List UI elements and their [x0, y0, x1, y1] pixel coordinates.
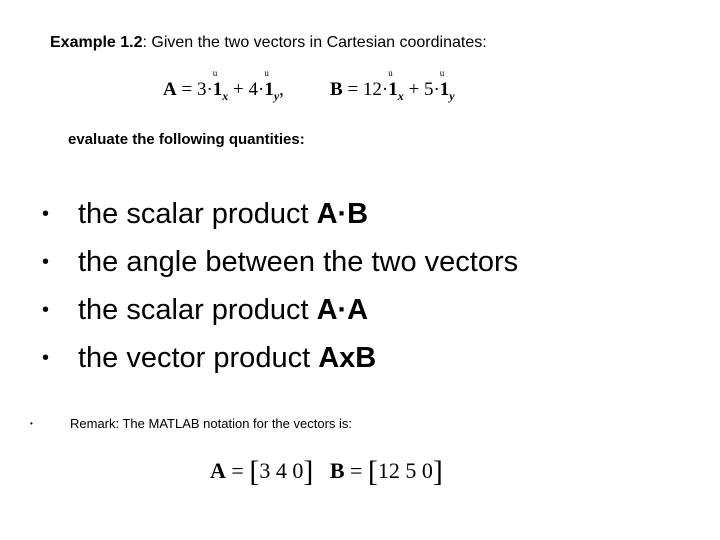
item-text: the scalar product [78, 294, 317, 326]
subscript: y [449, 89, 455, 103]
bullet-icon: • [30, 419, 33, 428]
remark-text: Remark: The MATLAB notation for the vectors is: [70, 416, 353, 431]
multiply-dot: · [381, 79, 389, 100]
multiply-dot: · [206, 79, 213, 100]
item-text: the vector product [78, 342, 319, 374]
hat-mark: u [212, 68, 218, 78]
example-title [50, 34, 487, 52]
multiply-dot: · [258, 79, 265, 100]
close-bracket: ] [303, 455, 314, 488]
vector-b-equation [330, 68, 455, 103]
vector-a-symbol: A [163, 79, 177, 100]
vector-b-symbol: B [330, 79, 343, 100]
unit-vector-y [264, 68, 274, 100]
example-text: : Given the two vectors in Cartesian coordinates: [142, 34, 487, 51]
matlab-b-values: 12 5 0 [377, 458, 433, 483]
unit-vector-x [388, 68, 398, 100]
unit-vector-y [439, 68, 450, 100]
equals-sign: = [225, 458, 250, 483]
hat-mark: u [388, 68, 393, 78]
plus-sign: + [403, 79, 424, 100]
bullet-icon: • [42, 299, 50, 321]
matlab-vectors [210, 455, 443, 489]
unit-one: 1 [439, 79, 450, 100]
bullet-icon: • [42, 203, 50, 225]
list-item-text [78, 334, 376, 382]
coefficient: 5 [423, 79, 434, 100]
coefficient: 4 [248, 79, 258, 100]
example-label: Example 1.2 [50, 34, 143, 51]
unit-vector-x [212, 68, 223, 100]
bullet-icon: • [42, 347, 50, 369]
hat-mark: u [264, 68, 269, 78]
list-item-text [78, 238, 518, 286]
coefficient: 3 [196, 79, 207, 100]
intro-text: evaluate the following quantities: [68, 131, 305, 148]
coefficient: 12 [362, 79, 382, 100]
subscript: x [222, 89, 229, 103]
item-bold: AxB [318, 342, 377, 374]
subscript: y [273, 89, 280, 103]
matlab-a-values: 3 4 0 [259, 458, 304, 483]
unit-one: 1 [264, 79, 274, 100]
unit-one: 1 [388, 79, 398, 100]
equals-sign: = [344, 458, 368, 483]
comma: , [279, 79, 284, 100]
matlab-b-symbol: B [329, 458, 345, 483]
equals-sign: = [342, 79, 363, 100]
open-bracket: [ [249, 455, 260, 488]
list-item-text [78, 286, 368, 334]
vector-a-equation [163, 68, 284, 103]
equals-sign: = [176, 79, 197, 100]
bullet-icon: • [42, 251, 50, 273]
hat-mark: u [439, 68, 445, 78]
item-bold: A·B [316, 198, 369, 230]
unit-one: 1 [212, 79, 223, 100]
matlab-a-symbol: A [210, 458, 226, 483]
item-bold: A·A [316, 294, 369, 326]
close-bracket: ] [432, 455, 443, 488]
item-text: the scalar product [78, 198, 317, 230]
subscript: x [397, 89, 404, 103]
list-item-text [78, 190, 368, 238]
open-bracket: [ [367, 455, 378, 488]
multiply-dot: · [433, 79, 440, 100]
item-text: the angle between the two vectors [78, 246, 519, 278]
plus-sign: + [228, 79, 249, 100]
